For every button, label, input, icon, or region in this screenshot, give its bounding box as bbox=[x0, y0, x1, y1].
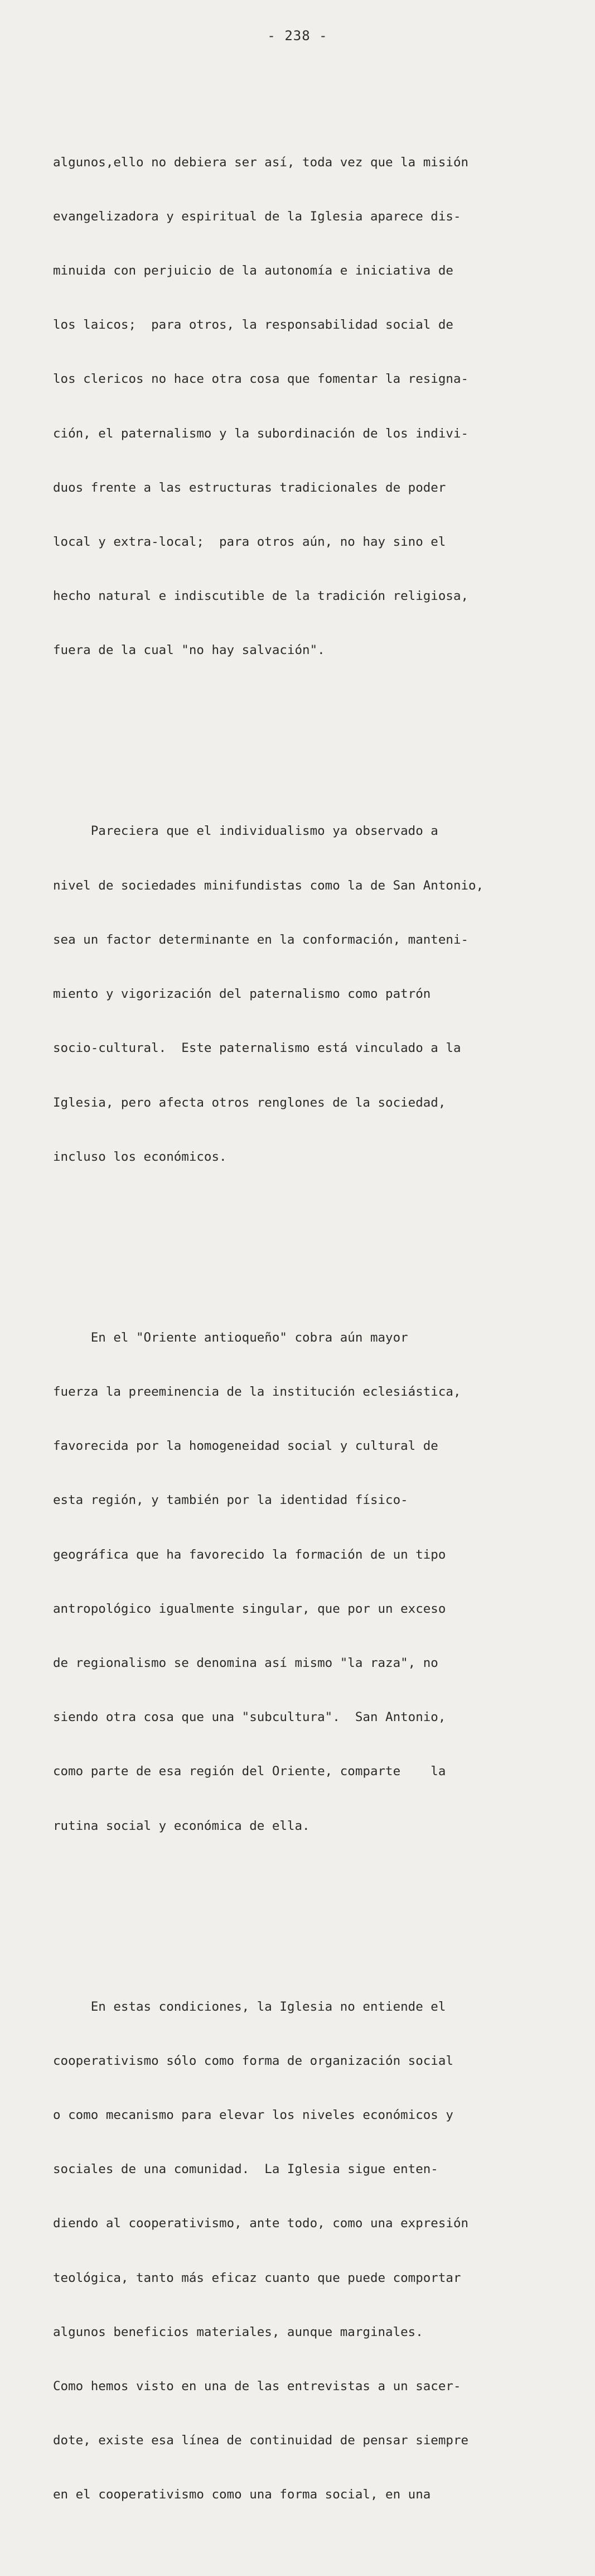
text-line: geográfica que ha favorecido la formación de un tipo bbox=[53, 1547, 446, 1562]
paragraph-gap bbox=[53, 1907, 544, 1925]
text-line: teológica, tanto más eficaz cuanto que puede comportar bbox=[53, 2270, 461, 2285]
paragraph-3 bbox=[53, 1292, 544, 1871]
text-line: dote, existe esa línea de continuidad de pensar siempre bbox=[53, 2433, 469, 2448]
text-line: sociales de una comunidad. La Iglesia sigue enten- bbox=[53, 2162, 438, 2177]
paragraph-gap bbox=[53, 1238, 544, 1256]
text-line: los clericos no hace otra cosa que fomentar la resigna- bbox=[53, 372, 469, 387]
text-line: en el cooperativismo como una forma social, en una bbox=[53, 2487, 431, 2502]
text-line: como parte de esa región del Oriente, comparte la bbox=[53, 1764, 446, 1779]
paragraph-4 bbox=[53, 1962, 544, 2540]
text-line: socio-cultural. Este paternalismo está vinculado a la bbox=[53, 1041, 461, 1056]
text-line: duos frente a las estructuras tradicionales de poder bbox=[53, 480, 446, 495]
text-line: miento y vigorización del paternalismo como patrón bbox=[53, 987, 431, 1002]
paragraph-2 bbox=[53, 786, 544, 1202]
text-line: cooperativismo sólo como forma de organización social bbox=[53, 2053, 453, 2068]
text-line: esta región, y también por la identidad físico- bbox=[53, 1493, 408, 1508]
text-line: fuerza la preeminencia de la institución eclesiástica, bbox=[53, 1384, 461, 1399]
text-line: algunos beneficios materiales, aunque marginales. bbox=[53, 2324, 423, 2339]
paragraph-1 bbox=[53, 117, 544, 696]
text-line: local y extra-local; para otros aún, no hay sino el bbox=[53, 535, 446, 550]
text-line: Pareciera que el individualismo ya observado a bbox=[53, 824, 438, 839]
text-line: diendo al cooperativismo, ante todo, como una expresión bbox=[53, 2216, 469, 2231]
text-line: siendo otra cosa que una "subcultura". San Antonio, bbox=[53, 1710, 446, 1725]
text-line: En el "Oriente antioqueño" cobra aún mayor bbox=[53, 1330, 408, 1345]
paragraph-gap bbox=[53, 732, 544, 749]
text-line: o como mecanismo para elevar los niveles económicos y bbox=[53, 2108, 453, 2122]
text-line: antropológico igualmente singular, que por un exceso bbox=[53, 1601, 446, 1616]
text-line: ción, el paternalismo y la subordinación de los indivi- bbox=[53, 426, 469, 441]
text-line: algunos,ello no debiera ser así, toda vez que la misión bbox=[53, 155, 469, 170]
text-line: sea un factor determinante en la conformación, manteni- bbox=[53, 932, 469, 947]
text-line: En estas condiciones, la Iglesia no entiende el bbox=[53, 1999, 446, 2014]
text-line: de regionalismo se denomina así mismo "la raza", no bbox=[53, 1655, 438, 1670]
text-line: los laicos; para otros, la responsabilidad social de bbox=[53, 318, 453, 333]
text-line: favorecida por la homogeneidad social y cultural de bbox=[53, 1439, 438, 1454]
text-line: Como hemos visto en una de las entrevistas a un sacer- bbox=[53, 2379, 461, 2394]
page-number: - 238 - bbox=[267, 28, 328, 44]
text-line: hecho natural e indiscutible de la tradición religiosa, bbox=[53, 589, 469, 604]
body-text bbox=[53, 81, 544, 2576]
text-line: nivel de sociedades minifundistas como la de San Antonio, bbox=[53, 878, 484, 893]
text-line: evangelizadora y espiritual de la Iglesia aparece dis- bbox=[53, 209, 461, 224]
text-line: incluso los económicos. bbox=[53, 1149, 227, 1164]
text-line: fuera de la cual "no hay salvación". bbox=[53, 643, 325, 658]
text-line: minuida con perjuicio de la autonomía e iniciativa de bbox=[53, 263, 453, 278]
text-line: Iglesia, pero afecta otros renglones de la sociedad, bbox=[53, 1095, 446, 1110]
text-line: rutina social y económica de ella. bbox=[53, 1818, 310, 1833]
